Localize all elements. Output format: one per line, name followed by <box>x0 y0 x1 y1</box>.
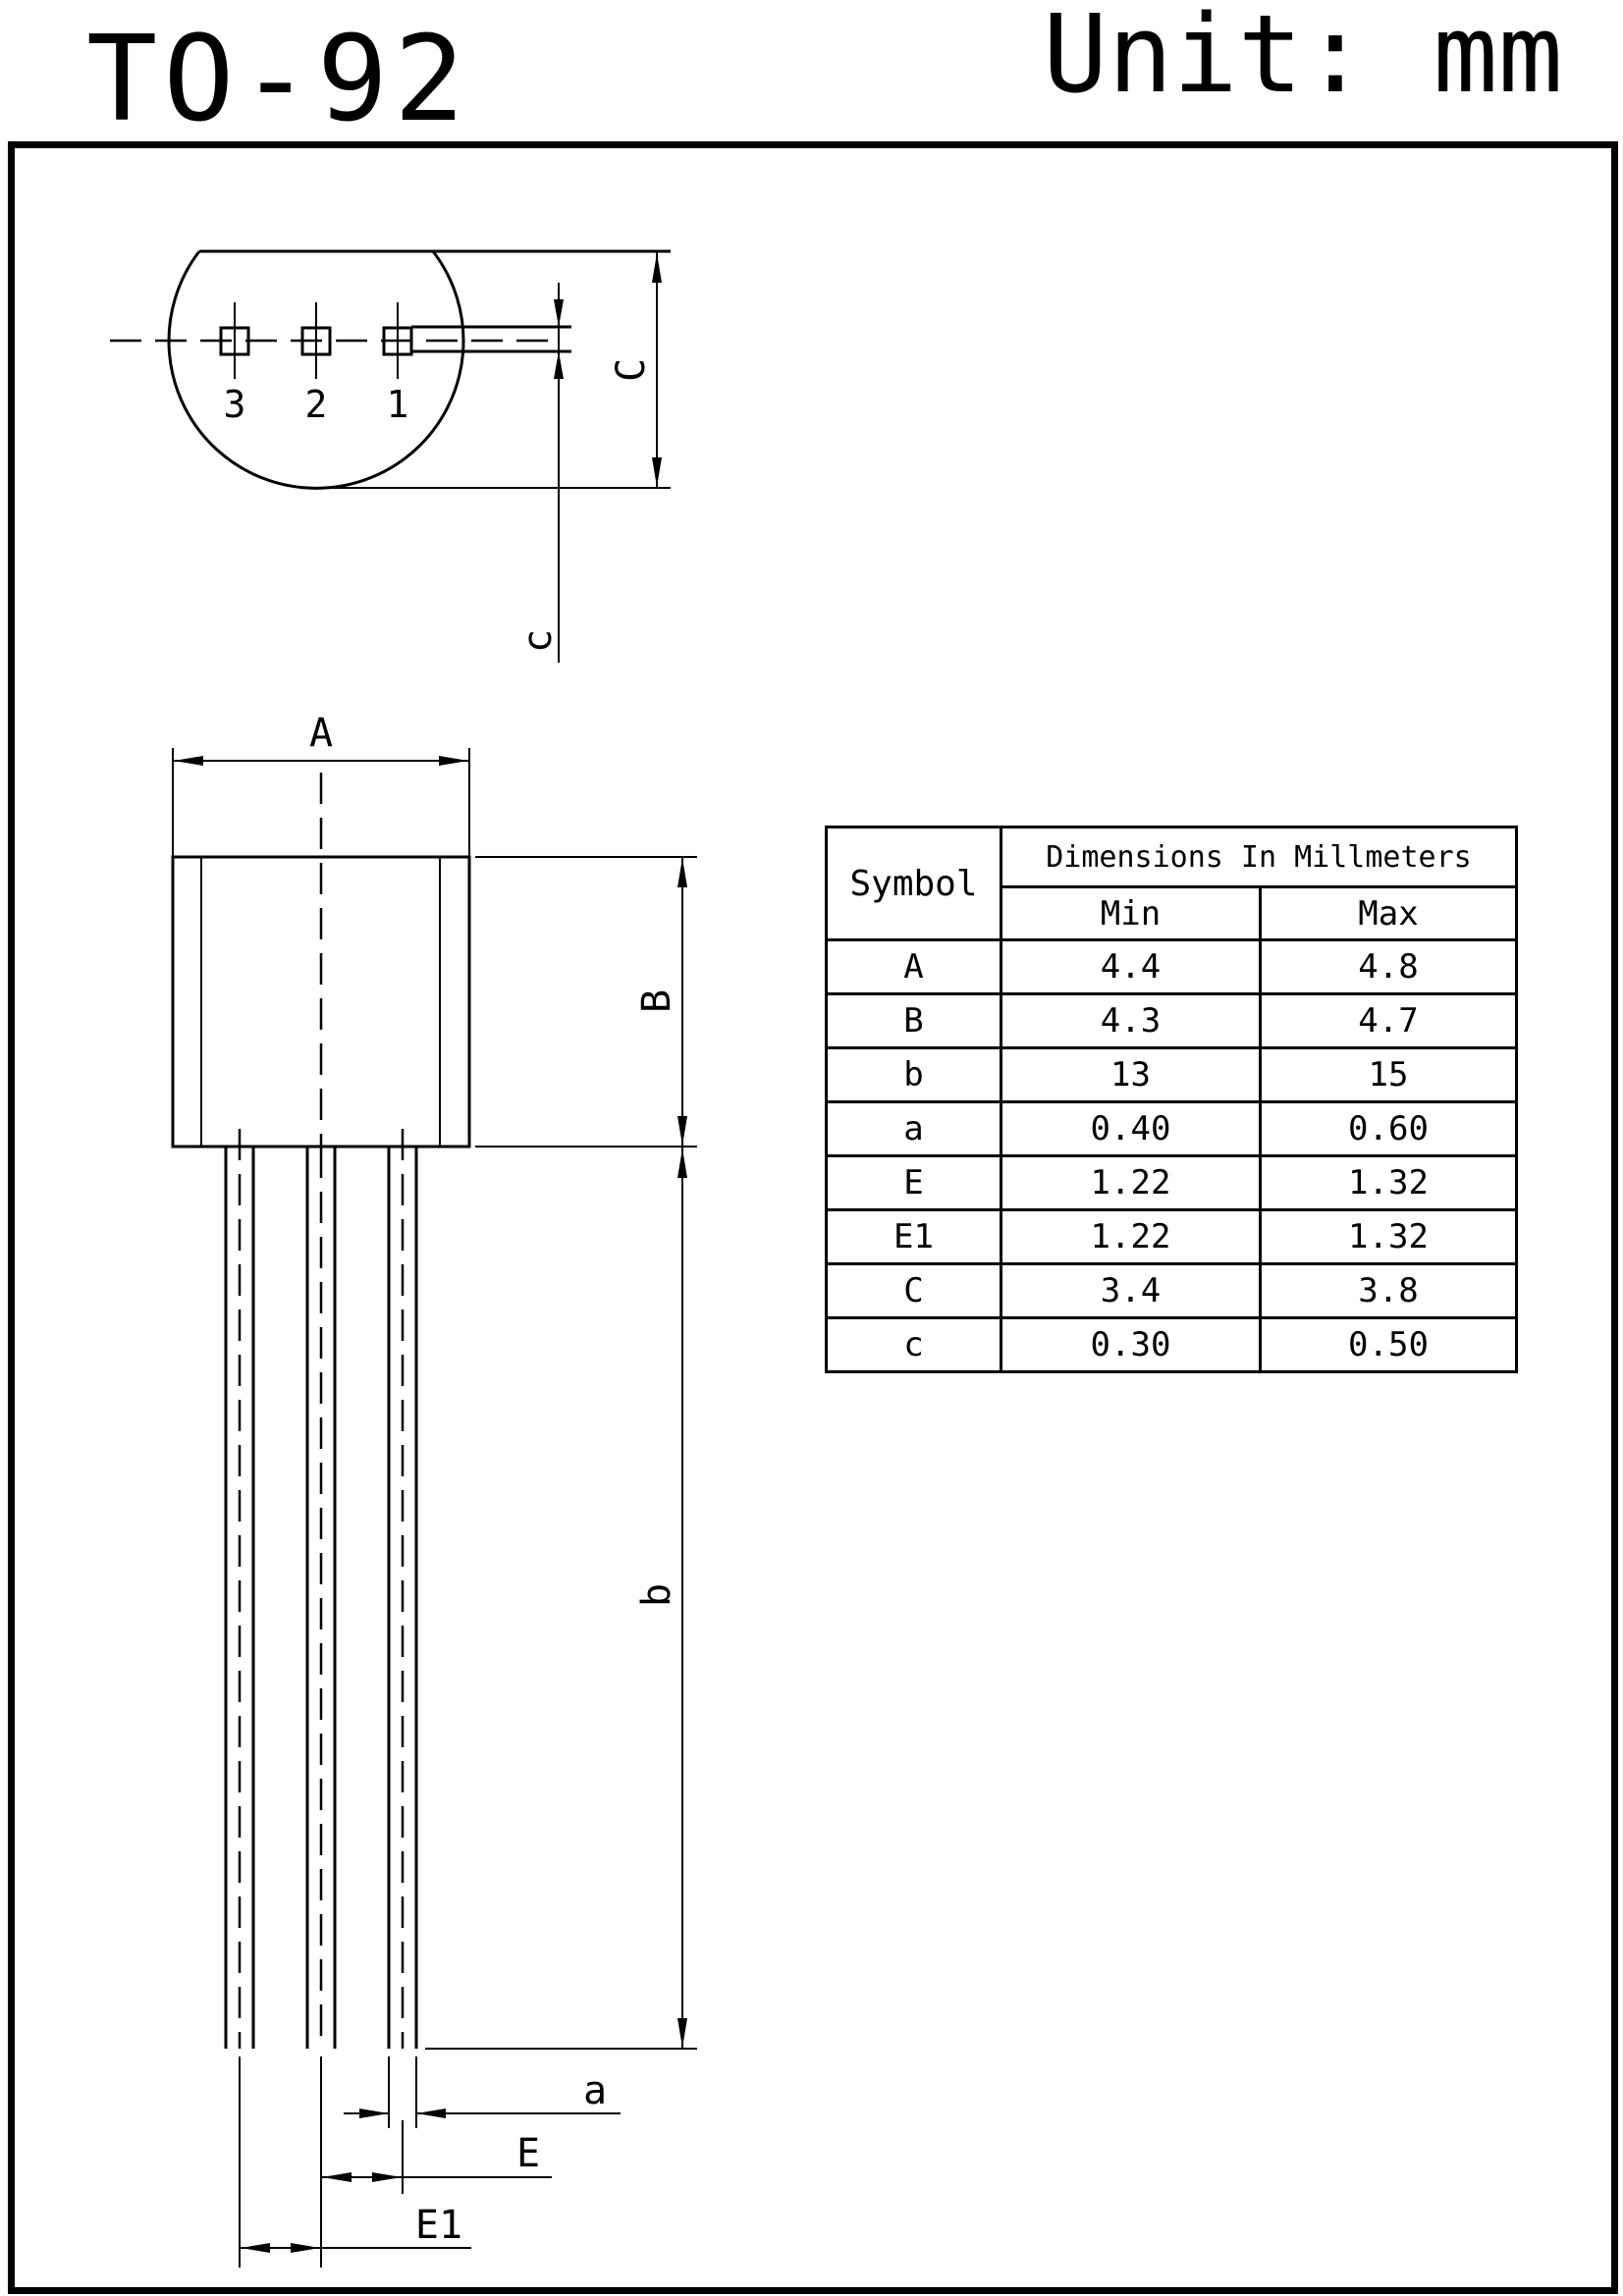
dim-E1-arrow-left <box>241 2243 270 2253</box>
dim-C-arrow-down <box>652 457 662 487</box>
table-row <box>827 1102 1517 1156</box>
symbol-cell: A <box>827 940 1001 994</box>
front-view-drawing <box>173 711 697 2268</box>
dim-B-label: B <box>634 988 679 1014</box>
top-view-drawing <box>110 251 671 663</box>
min-cell: 0.30 <box>1001 1318 1261 1372</box>
dim-C-label: C <box>609 357 654 383</box>
symbol-cell: E <box>827 1156 1001 1210</box>
dimensions-group-header: Dimensions In Millmeters <box>1001 828 1517 887</box>
dim-a-label: a <box>582 2068 608 2113</box>
min-cell: 3.4 <box>1001 1264 1261 1318</box>
max-cell: 1.32 <box>1261 1210 1517 1264</box>
dim-A-arrow-left <box>174 756 203 766</box>
max-cell: 1.32 <box>1261 1156 1517 1210</box>
min-cell: 1.22 <box>1001 1210 1261 1264</box>
symbol-cell: c <box>827 1318 1001 1372</box>
max-cell: 4.8 <box>1261 940 1517 994</box>
dim-a-arrow-right <box>359 2109 389 2118</box>
max-cell: 0.50 <box>1261 1318 1517 1372</box>
max-cell: 15 <box>1261 1048 1517 1102</box>
pin2-number: 2 <box>304 383 328 426</box>
table-row <box>827 1156 1517 1210</box>
symbol-cell: C <box>827 1264 1001 1318</box>
dim-A-label: A <box>308 711 334 756</box>
dim-E-arrow-left <box>322 2172 352 2182</box>
unit-label: Unit: mm <box>1043 0 1563 117</box>
table-header-row <box>827 828 1517 887</box>
min-cell: 1.22 <box>1001 1156 1261 1210</box>
symbol-column-header: Symbol <box>827 828 1001 940</box>
min-column-header: Min <box>1001 887 1261 940</box>
dim-c-arrow-down <box>554 299 564 327</box>
dim-E1 <box>240 2056 471 2268</box>
table-row <box>827 994 1517 1048</box>
min-cell: 13 <box>1001 1048 1261 1102</box>
table-row <box>827 1048 1517 1102</box>
symbol-cell: E1 <box>827 1210 1001 1264</box>
dim-A-arrow-right <box>439 756 468 766</box>
table-row <box>827 1210 1517 1264</box>
symbol-cell: b <box>827 1048 1001 1102</box>
dim-a-arrow-left <box>416 2109 446 2118</box>
dim-C-arrow-up <box>652 253 662 283</box>
pin3-number: 3 <box>223 383 246 426</box>
dim-E-label: E <box>515 2131 541 2176</box>
dim-b-label: b <box>634 1582 679 1608</box>
table-row <box>827 1264 1517 1318</box>
pin1-number: 1 <box>386 383 409 426</box>
dim-c-big <box>609 251 662 488</box>
leads <box>226 1129 416 2049</box>
max-column-header: Max <box>1261 887 1517 940</box>
dim-c-arrow-up <box>554 351 564 379</box>
symbol-cell: B <box>827 994 1001 1048</box>
dim-E1-label: E1 <box>414 2203 463 2248</box>
dim-E1-arrow-right <box>291 2243 320 2253</box>
dim-b-arrow-down <box>677 2018 687 2048</box>
dim-B <box>475 857 697 1147</box>
max-cell: 4.7 <box>1261 994 1517 1048</box>
dim-b <box>425 1147 697 2049</box>
max-cell: 0.60 <box>1261 1102 1517 1156</box>
dim-a <box>344 2056 621 2128</box>
symbol-cell: a <box>827 1102 1001 1156</box>
max-cell: 3.8 <box>1261 1264 1517 1318</box>
min-cell: 4.4 <box>1001 940 1261 994</box>
table-row <box>827 940 1517 994</box>
table-row <box>827 1318 1517 1372</box>
dim-b-arrow-up <box>677 1148 687 1178</box>
min-cell: 4.3 <box>1001 994 1261 1048</box>
package-title: TO-92 <box>86 12 471 148</box>
dimensions-table <box>825 826 1518 1373</box>
dim-B-arrow-down <box>677 1116 687 1146</box>
dim-c-label: c <box>515 628 561 654</box>
min-cell: 0.40 <box>1001 1102 1261 1156</box>
dim-B-arrow-up <box>677 858 687 887</box>
dim-E-arrow-right <box>372 2172 402 2182</box>
